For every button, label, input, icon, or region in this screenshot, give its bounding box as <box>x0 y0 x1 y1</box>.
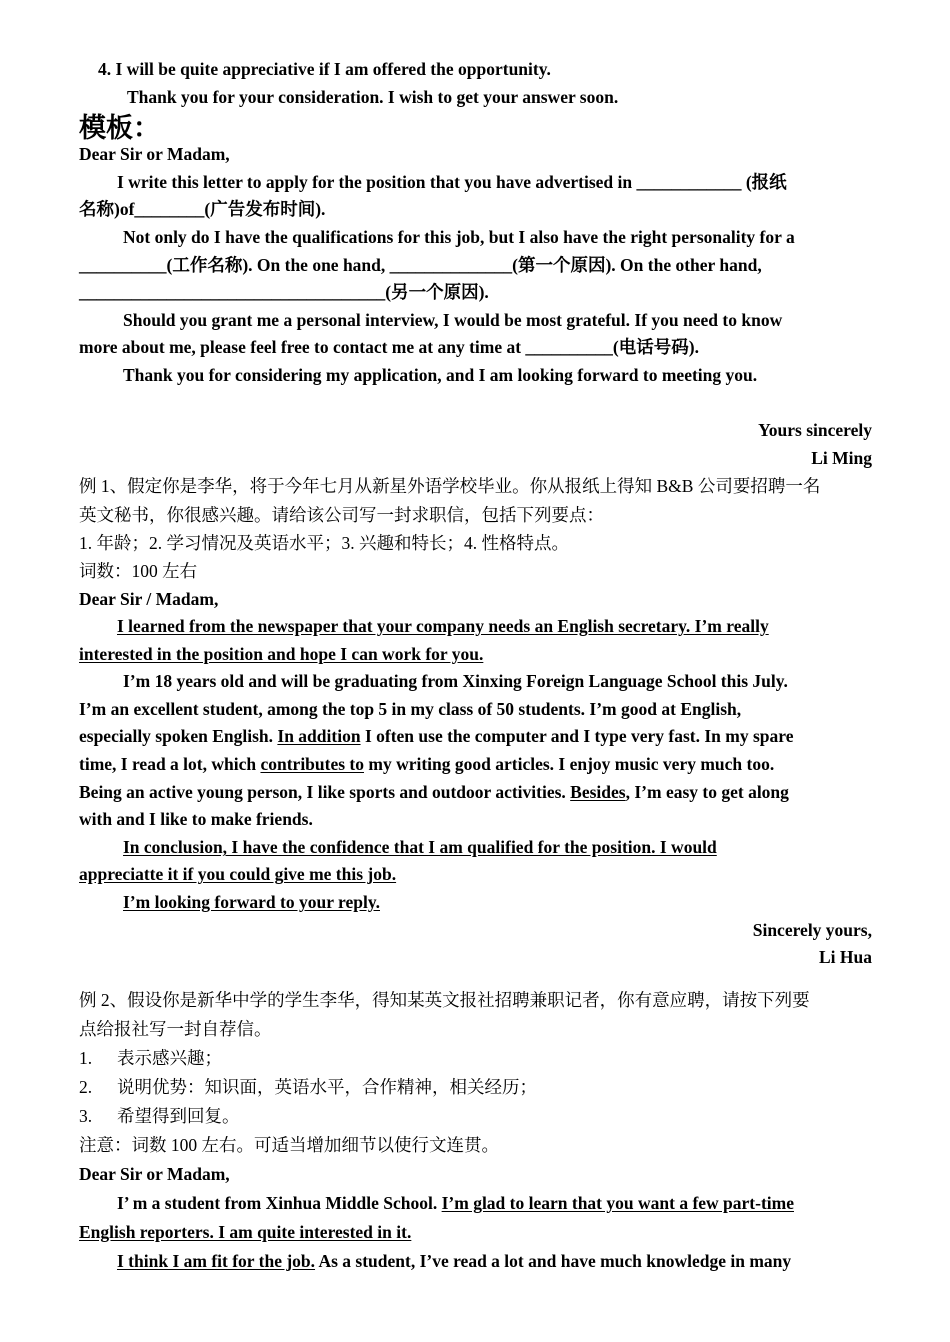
template-signature: Li Ming <box>811 447 872 468</box>
example2-item-1 <box>79 1044 872 1073</box>
template-salutation: Dear Sir or Madam, <box>79 144 230 165</box>
example1-paragraph-2-line-2: I’m an excellent student, among the top 5 in my class of 50 students. I’m good at English, <box>79 698 742 719</box>
example1-wordcount: 词数：100 左右 <box>79 560 198 581</box>
example2-salutation: Dear Sir or Madam, <box>79 1163 230 1184</box>
text-run: Being an active young person, I like sports and outdoor activities. <box>79 781 571 802</box>
template-paragraph-3-line-1: Should you grant me a personal interview, I would be most grateful. If you need to know <box>123 309 783 330</box>
item-text: 说明优势：知识面，英语水平，合作精神，相关经历； <box>117 1076 537 1097</box>
text-run: especially spoken English. <box>79 726 278 747</box>
example1-paragraph-2-line-6: with and I like to make friends. <box>79 809 313 830</box>
template-closing: Yours sincerely <box>758 420 872 441</box>
item-number: 1. <box>79 1047 93 1068</box>
item-text: 希望得到回复。 <box>117 1105 240 1126</box>
text-run: I often use the computer and I type very fast. In my spare <box>360 726 794 747</box>
template-paragraph-1-line-1: I write this letter to apply for the position that you have advertised in ____________ (报纸 <box>117 171 787 192</box>
example2-item-2 <box>79 1073 872 1102</box>
example1-paragraph-2-line-4 <box>79 751 872 779</box>
template-paragraph-2-line-2: __________(工作名称). On the one hand, ______________(第一个原因). On the other hand, <box>79 254 762 275</box>
example2-paragraph-1-line-2: English reporters. I am quite interested in it. <box>79 1221 412 1242</box>
underlined-phrase: I think I am fit for the job. <box>117 1250 316 1271</box>
text-run: time, I read a lot, which <box>79 754 261 775</box>
underlined-phrase: contributes to <box>260 754 364 775</box>
example1-paragraph-2-line-5 <box>79 779 872 807</box>
intro-line-2: Thank you for your consideration. I wish to get your answer soon. <box>127 86 619 107</box>
example2-paragraph-1-line-1 <box>79 1189 872 1218</box>
example2-prompt-line-2: 点给报社写一封自荐信。 <box>79 1018 272 1039</box>
text-run: I’ m a student from Xinhua Middle School. <box>117 1192 442 1213</box>
text-run: , I’m easy to get along <box>625 781 789 802</box>
example1-points: 1. 年龄；2. 学习情况及英语水平；3. 兴趣和特长；4. 性格特点。 <box>79 533 569 554</box>
example2-note: 注意：词数 100 左右。可适当增加细节以使行文连贯。 <box>79 1134 499 1155</box>
underlined-phrase: In addition <box>277 726 361 747</box>
example1-paragraph-2-line-1: I’m 18 years old and will be graduating from Xinxing Foreign Language School this July. <box>123 671 788 692</box>
item-number: 3. <box>79 1105 93 1126</box>
example1-paragraph-2-line-3 <box>79 723 872 751</box>
example1-paragraph-4: I’m looking forward to your reply. <box>123 892 380 913</box>
underlined-phrase: I’m glad to learn that you want a few part-time <box>441 1192 794 1213</box>
example1-paragraph-1-line-2: interested in the position and hope I can work for you. <box>79 643 484 664</box>
document-page <box>79 56 872 1276</box>
example1-closing: Sincerely yours, <box>752 919 872 940</box>
example1-paragraph-3-line-2: appreciatte it if you could give me this job. <box>79 864 397 885</box>
example1-paragraph-1-line-1: I learned from the newspaper that your company needs an English secretary. I’m really <box>117 616 769 637</box>
template-paragraph-4: Thank you for considering my application, and I am looking forward to meeting you. <box>123 364 758 385</box>
example2-paragraph-2-line-1 <box>79 1247 872 1276</box>
example1-paragraph-3-line-1: In conclusion, I have the confidence that I am qualified for the position. I would <box>123 836 717 857</box>
item-number: 2. <box>79 1076 93 1097</box>
template-paragraph-3-line-2: more about me, please feel free to contact me at any time at __________(电话号码). <box>79 337 699 358</box>
item-text: 表示感兴趣； <box>117 1047 222 1068</box>
example1-salutation: Dear Sir / Madam, <box>79 588 219 609</box>
template-paragraph-2-line-1: Not only do I have the qualifications for this job, but I also have the right personality for a <box>123 226 795 247</box>
underlined-phrase: Besides <box>570 781 626 802</box>
spacer <box>79 972 872 986</box>
spacer <box>79 390 872 418</box>
example1-prompt-line-2: 英文秘书，你很感兴趣。请给该公司写一封求职信，包括下列要点： <box>79 505 604 526</box>
intro-line-1: 4. I will be quite appreciative if I am offered the opportunity. <box>98 59 551 79</box>
example2-prompt-line-1: 例 2、假设你是新华中学的学生李华，得知某英文报社招聘兼职记者，你有意应聘，请按下列要 <box>79 989 810 1010</box>
template-paragraph-2-line-3: ___________________________________(另一个原因). <box>79 282 489 303</box>
template-heading: 模板： <box>79 113 160 144</box>
template-paragraph-1-line-2: 名称)of________(广告发布时间). <box>79 199 326 220</box>
example1-signature: Li Hua <box>818 947 872 968</box>
example1-prompt-line-1: 例 1、假定你是李华，将于今年七月从新星外语学校毕业。你从报纸上得知 B&B 公司要招聘一名 <box>79 476 821 497</box>
example2-item-3 <box>79 1102 872 1131</box>
text-run: As a student, I’ve read a lot and have much knowledge in many <box>315 1250 792 1271</box>
text-run: my writing good articles. I enjoy music very much too. <box>364 754 775 775</box>
